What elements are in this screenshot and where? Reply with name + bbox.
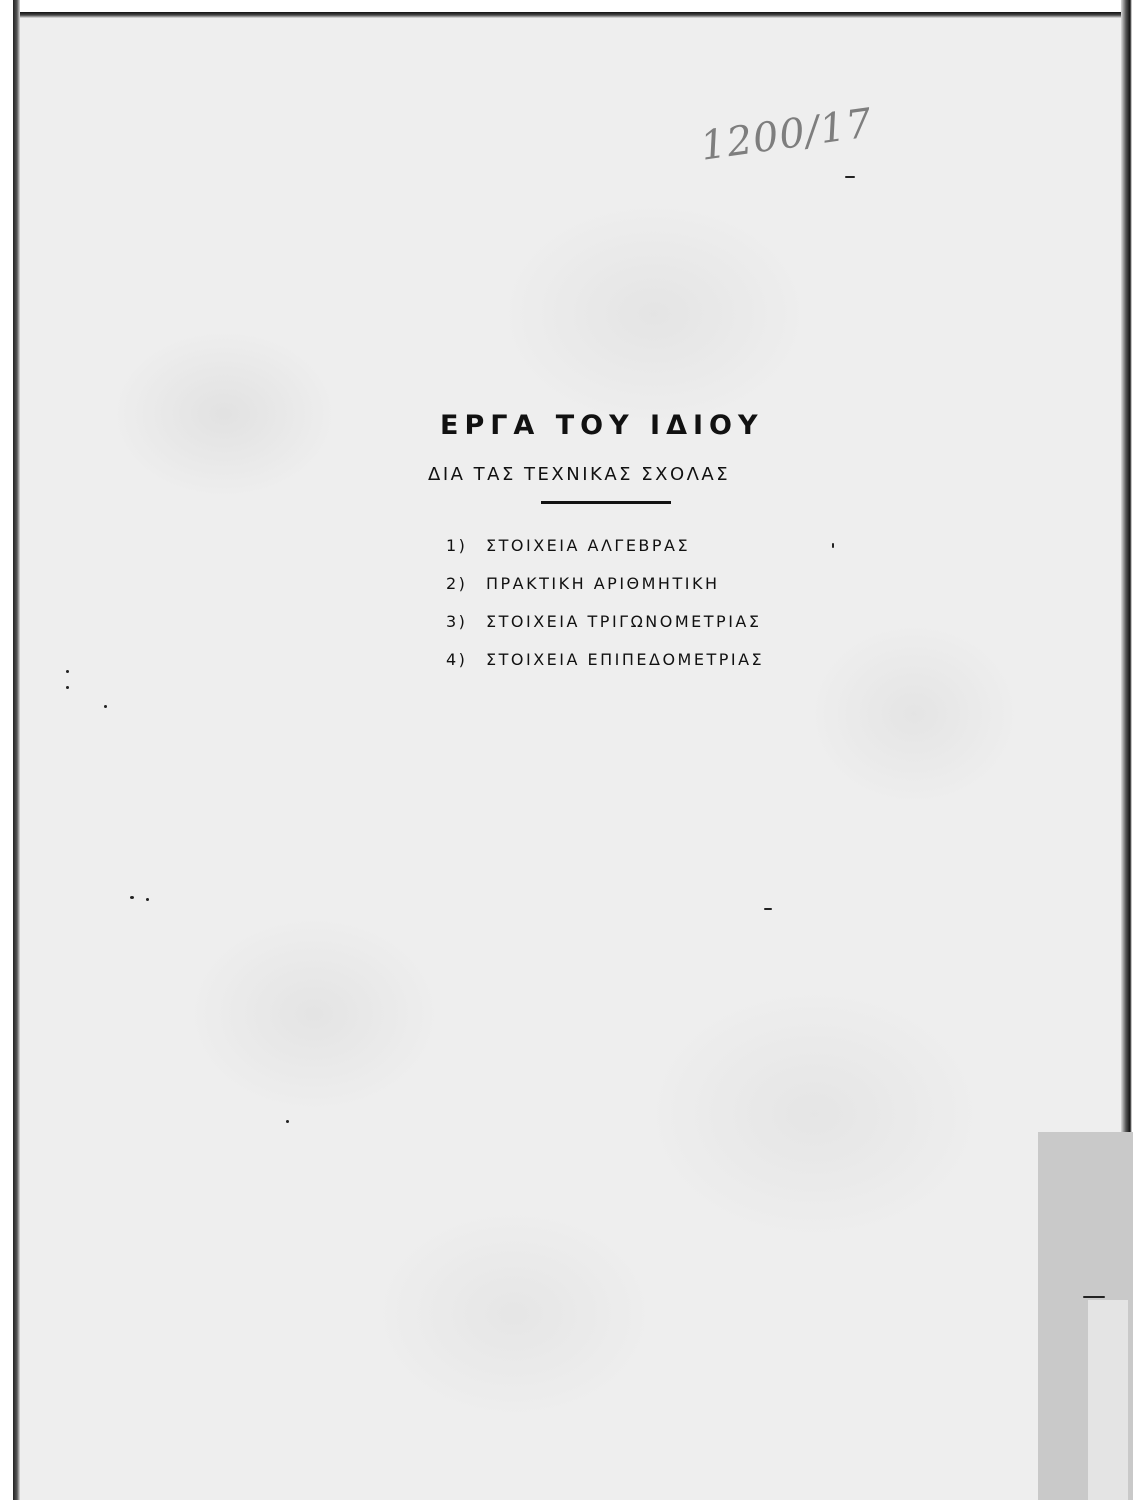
item-number: 2) [446, 574, 468, 593]
scan-edge-top [0, 0, 1145, 18]
item-title: ΣΤΟΙΧΕΙΑ ΑΛΓΕΒΡΑΣ [486, 536, 691, 555]
item-title: ΠΡΑΚΤΙΚΗ ΑΡΙΘΜΗΤΙΚΗ [486, 574, 720, 593]
list-item [446, 574, 764, 612]
paper-sheet [14, 14, 1131, 1500]
page-subtitle: ΔΙΑ ΤΑΣ ΤΕΧΝΙΚΑΣ ΣΧΟΛΑΣ [428, 464, 731, 485]
page-title: ΕΡΓΑ ΤΟΥ ΙΔΙΟΥ [440, 410, 764, 441]
item-number: 3) [446, 612, 468, 631]
ink-speck [146, 898, 149, 901]
divider-rule [541, 501, 671, 504]
ink-speck [845, 176, 855, 178]
list-item [446, 650, 764, 688]
list-item [446, 612, 764, 650]
handwritten-note: 1200/17 [697, 100, 876, 170]
works-list [446, 536, 764, 688]
library-label-patch [1038, 1132, 1133, 1500]
ink-speck [286, 1120, 289, 1123]
ink-speck [764, 908, 772, 910]
ink-speck [130, 896, 134, 899]
item-number: 1) [446, 536, 468, 555]
item-title: ΣΤΟΙΧΕΙΑ ΕΠΙΠΕΔΟΜΕΤΡΙΑΣ [486, 650, 765, 669]
item-title: ΣΤΟΙΧΕΙΑ ΤΡΙΓΩΝΟΜΕΤΡΙΑΣ [486, 612, 762, 631]
ink-speck [1083, 1296, 1105, 1298]
item-number: 4) [446, 650, 468, 669]
ink-speck [832, 543, 834, 548]
ink-speck [104, 705, 107, 708]
ink-speck [66, 670, 69, 673]
scan-edge-left [0, 0, 20, 1500]
ink-speck [66, 686, 69, 689]
list-item [446, 536, 764, 574]
label-patch-highlight [1088, 1300, 1128, 1500]
